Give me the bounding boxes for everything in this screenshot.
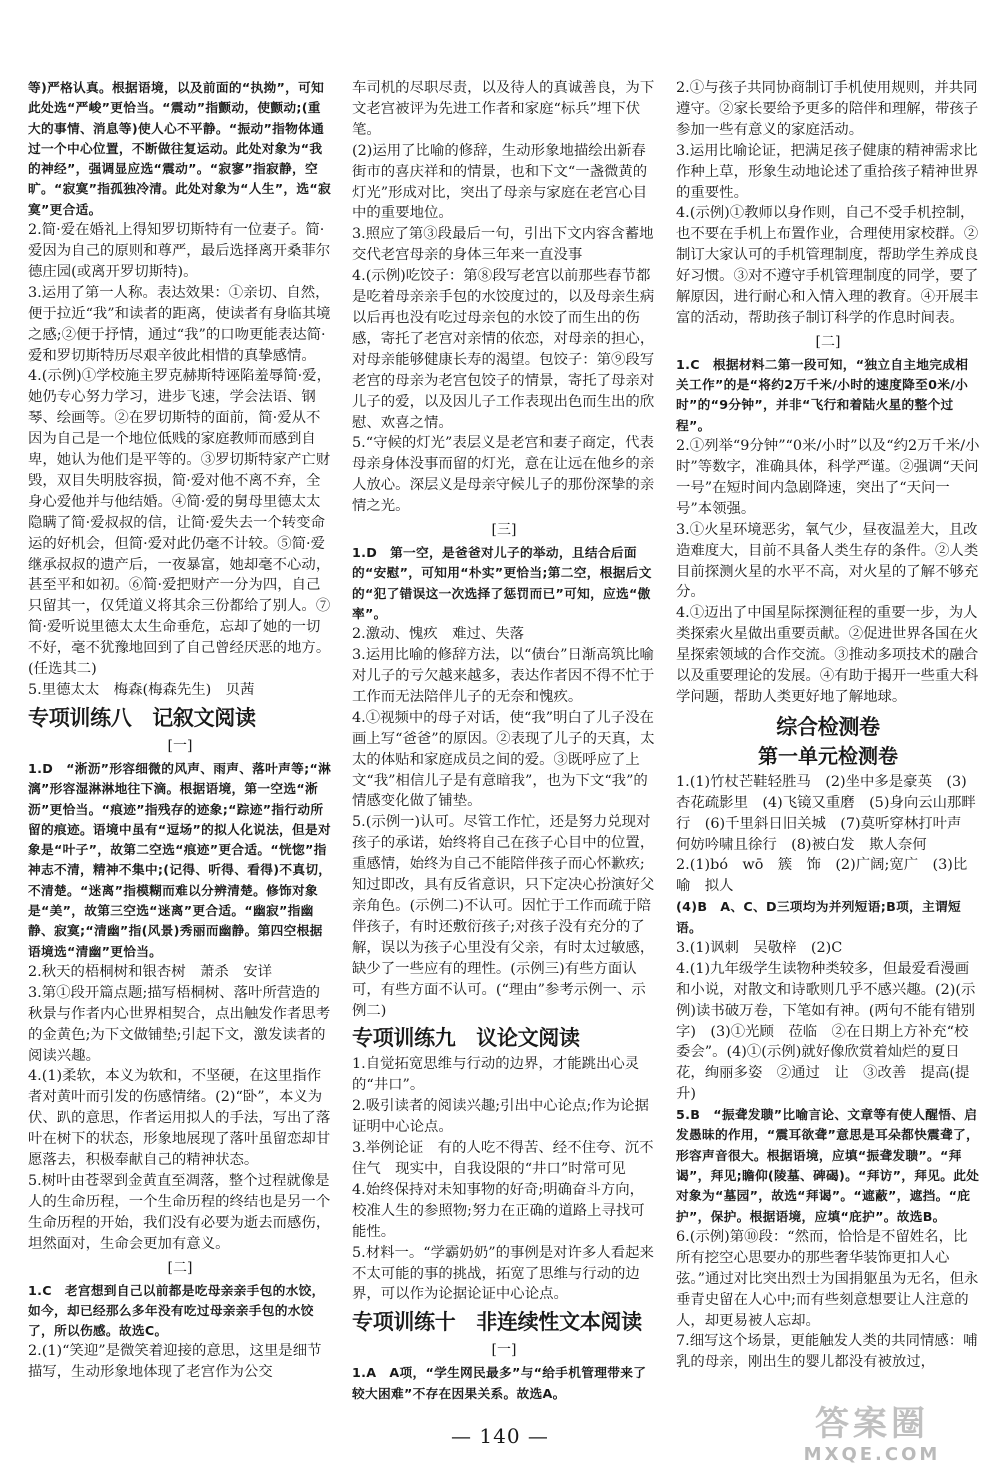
section-heading: 专项训练九 议论文阅读	[352, 1026, 580, 1051]
answer-item: 车司机的尽职尽责，以及待人的真诚善良，为下文老宫被评为先进工作者和家庭“标兵”埋下伏笔。	[352, 80, 655, 138]
section-heading: 综合检测卷	[776, 714, 880, 739]
answer-item: 5.材料一。“学霸奶奶”的事例是对许多人看起来不太可能的事的挑战，拓宽了思维与行动的边界，可以作为论据论证中心论点。	[352, 1244, 654, 1303]
answer-item: 3.①火星环境恶劣，氧气少，昼夜温差大，且改造难度大，目前不具备人类生存的条件。②人类目前探测火星的水平不高，对火星的了解不够充分。	[676, 521, 979, 601]
answer-item: 1.(1)竹杖芒鞋轻胜马 (2)坐中多是豪英 (3)杏花疏影里 (4)飞镜又重磨 (5)身向云山那畔行 (6)千里斜日旧关城 (7)莫听穿林打叶声 何妨吟啸且徐行 (8)被白发 欺人奈何	[676, 773, 976, 853]
answer-item: 4.(示例)吃饺子：第⑧段写老宫以前那些春节都是吃着母亲亲手包的水饺度过的，以及母亲生病以后再也没有吃过母亲包的水饺了而生出的伤感，寄托了老宫对亲情的依恋，对母亲的担心，对母亲能够健康长寿的渴望。包饺子：第⑨段写老宫的母亲为老宫包饺子的情景，寄托了母亲对儿子的爱，以及因儿子工作表现出色而生出的欣慰、欢喜之情。	[352, 268, 655, 431]
passage-marker: [一]	[167, 737, 193, 754]
answer-item: 2.①列举“9分钟”“0米/小时”以及“约2万千米/小时”等数字，准确具体，科学严谨。②强调“天问一号”在短时间内急剧降速，突出了“天问一号”本领强。	[676, 438, 980, 517]
answer-item: 3.第①段开篇点题;描写梧桐树、落叶所营造的秋景与作者内心世界相契合，点出触发作者思考的金黄色;为下文做铺垫;引起下文，激发读者的阅读兴趣。	[28, 984, 331, 1064]
answer-item: 6.(示例)第⑩段：“然而，恰恰是不留姓名，比所有挖空心思要办的那些奢华装饰更扣人心弦。”通过对比突出烈士为国捐躯虽为无名，但永垂青史留在人心中;而有些刻意想要让人注意的人，却更易被人忘却。	[676, 1228, 979, 1329]
answer-item: 4.始终保持对未知事物的好奇;明确奋斗方向，校准人生的参照物;努力在正确的道路上寻找可能性。	[352, 1181, 645, 1240]
answer-item: 1.D “淅沥”形容细微的风声、雨声、落叶声等;“淋漓”形容湿淋淋地往下滴。根据语境，第一空选“淅沥”更恰当。“痕迹”指残存的迹象;“踪迹”指行动所留的痕迹。语境中虽有“逗场”的拟人化说法，但是对象是“叶子”，故第二空选“痕迹”更合适。“恍惚”指神志不清，精神不集中;(记得、听得、看得)不真切，不清楚。“迷离”指模糊而难以分辨清楚。修饰对象是“美”，故第三空选“迷离”更合适。“幽寂”指幽静、寂寞;“清幽”指(风景)秀丽而幽静。第四空根据语境选“清幽”更恰当。	[28, 760, 332, 959]
answer-item: 5.树叶由苍翠到金黄直至凋落，整个过程就像是人的生命历程，一个生命历程的终结也是另一个生命历程的开始，我们没有必要为逝去而感伤，坦然面对，生命会更加有意义。	[28, 1172, 331, 1252]
answer-item: 等)严格认真。根据语境，以及前面的“执拗”，可知此处选“严峻”更恰当。“震动”指颤动，使颤动;(重大的事情、消息等)使人心不平静。“振动”指物体通过一个中心位置，不断做往复运动。此处对象为“我的神经”，强调显应选“震动”。“寂寥”指寂静，空旷。“寂寞”指孤独冷清。此处对象为“人生”，选“寂寞”更合适。	[28, 80, 331, 217]
answer-item: 2.(1)bó wō 簇 饰 (2)广阔;宽广 (3)比喻 拟人	[676, 857, 968, 895]
answer-item: 3.运用比喻论证，把满足孩子健康的精神需求比作种上草，形象生动地论述了重拾孩子精神世界的重要性。	[676, 142, 979, 201]
answer-item: 5.“守候的灯光”表层义是老宫和妻子商定，代表母亲身体没事而留的灯光，意在让远在他乡的亲人放心。深层义是母亲守候儿子的那份深挚的亲情之光。	[352, 435, 655, 515]
watermark-url: MXQE.COM	[803, 1444, 941, 1465]
watermark-text: 答案圈	[815, 1404, 929, 1444]
column-left	[18, 78, 342, 1388]
answer-item: 2.激动、愧疚 难过、失落	[352, 626, 525, 643]
section-heading: 专项训练十 非连续性文本阅读	[352, 1310, 642, 1335]
section-heading: 专项训练八 记叙文阅读	[28, 705, 256, 730]
answer-item: 3.运用比喻的修辞方法，以“债台”日渐高筑比喻对儿子的亏欠越来越多，表达作者因不得不忙于工作而无法陪伴儿子的无奈和愧疚。	[352, 647, 655, 705]
answer-item: 1.A A项，“学生网民最多”与“给手机管理带来了较大困难”不存在因果关系。故选A。	[352, 1365, 647, 1401]
answer-item: 4.(示例)①教师以身作则，自己不受手机控制，也不要在手机上布置作业，合理使用家校群。②制订大家认可的手机管理制度，帮助学生养成良好习惯。③对不遵守手机管理制度的同学，要了解原因，进行耐心和入情入理的教育。④开展丰富的活动，帮助孩子制订科学的作息时间表。	[676, 205, 979, 326]
answer-item: 2.吸引读者的阅读兴趣;引出中心论点;作为论据证明中心论点。	[352, 1098, 649, 1136]
answer-item: 1.C 根据材料二第一段可知，“独立自主地完成相关工作”的是“将约2万千米/小时的速度降至0米/小时”的“9分钟”，并非“飞行和着陆火星的整个过程”。	[676, 356, 969, 433]
answer-page	[18, 78, 990, 1401]
answer-item: 2.(1)“笑迎”是微笑着迎接的意思，这里是细节描写，生动形象地体现了老宫作为公交	[28, 1343, 322, 1381]
answer-item: (4)B A、C、D三项均为并列短语;B项，主谓短语。	[676, 899, 962, 935]
answer-item: 1.C 老宫想到自己以前都是吃母亲亲手包的水饺，如今，却已经那么多年没有吃过母亲亲手包的水饺了，所以伤感。故选C。	[28, 1282, 325, 1339]
answer-item: 4.①视频中的母子对话，使“我”明白了儿子没在画上写“爸爸”的原因。②表现了儿子的天真，太太的体贴和家庭成员之间的爱。③既呼应了上文“我”相信儿子是有意暗我”，也为下文“我”的情感变化做了铺垫。	[352, 709, 655, 810]
answer-item: 2.简·爱在婚礼上得知罗切斯特有一位妻子。简·爱因为自己的原则和尊严，最后选择离开桑菲尔德庄园(或离开罗切斯特)。	[28, 222, 331, 280]
passage-marker: [二]	[167, 1259, 193, 1276]
answer-item: 1.自觉拓宽思维与行动的边界，才能跳出心灵的“井口”。	[352, 1056, 640, 1094]
answer-item: 4.(1)九年级学生读物种类较多，但最爱看漫画和小说，对散文和诗歌则几乎不感兴趣。(2)(示例)读书破万卷，下笔如有神。(两句不能有错别字) (3)①光顾 莅临 ②在日期上方补充“校委会”。(4)①(示例)就好像欣赏着灿烂的夏日花，绚丽多姿 ②通过 让 ③改善 提高(提升)	[676, 960, 976, 1103]
watermark-logo	[756, 1404, 988, 1466]
answer-item: 1.D 第一空，是爸爸对儿子的举动，且结合后面的“安慰”，可知用“朴实”更恰当;第二空，根据后文的“犯了错误这一次选择了惩罚而已”可知，应选“傲率”。	[352, 545, 652, 621]
answer-item: (2)运用了比喻的修辞，生动形象地描绘出新春街市的喜庆祥和的情景，也和下文“一盏微黄的灯光”形成对比，突出了母亲与家庭在老宫心目中的重要地位。	[352, 142, 648, 222]
answer-item: 4.(示例)①学校施主罗克赫斯特诬陷羞辱简·爱，她仍专心努力学习，进步飞速，学会法语、钢琴、绘画等。②在罗切斯特的面前，简·爱从不因为自己是一个地位低贱的家庭教师而感到自卑，她认为他们是平等的。③罗切斯特家产亡财毁，双目失明肢容损，简·爱对他不离不弃，全身心爱他并与他结婚。④简·爱的舅母里德太太隐瞒了简·爱叔叔的信，让简·爱失去一个转变命运的好机会，但简·爱对此仍毫不计较。⑤简·爱继承叔叔的遗产后，一夜暴富，她却毫不心动，甚至平和如初。⑥简·爱把财产一分为四，自己只留其一，仅凭道义将其余三份都给了别人。⑦简·爱听说里德太太生命垂危，忘却了她的一切不好，毫不犹豫地回到了自己曾经厌恶的地方。(任选其二)	[28, 368, 331, 678]
column-right	[666, 78, 990, 1388]
passage-marker: [三]	[491, 522, 517, 539]
answer-item: 4.(1)柔软，本义为软和，不坚硬，在这里指作者对黄叶而引发的伤感情绪。(2)“卧”，本义为伏、趴的意思，作者运用拟人的手法，写出了落叶在树下的状态，形象地展现了落叶虽留恋却甘愿落去，积极奉献自己的精神状态。	[28, 1068, 331, 1169]
column-middle	[342, 78, 666, 1401]
answer-item: 5.里德太太 梅森(梅森先生) 贝茜	[28, 682, 255, 699]
answer-item: 7.细写这个场景，更能触发人类的共同情感：哺乳的母亲，刚出生的婴儿都没有被放过，	[676, 1333, 978, 1371]
answer-item: 3.运用了第一人称。表达效果：①亲切、自然，便于拉近“我”和读者的距离，使读者有身临其境之感;②便于抒情，通过“我”的口吻更能表达简·爱和罗切斯特历尽艰辛彼此相惜的真挚感情。	[28, 284, 331, 364]
subsection-heading: 第一单元检测卷	[758, 743, 898, 768]
answer-item: 3.照应了第③段最后一句，引出下文内容含蓄地交代老宫母亲的身体三年来一直没事	[352, 226, 654, 264]
answer-item: 5.(示例一)认可。尽管工作忙，还是努力兑现对孩子的承诺，始终将自己在孩子心目中的位置，重感情，始终为自己不能陪伴孩子而心怀歉疚;知过即改，具有反省意识，只下定决心扮演好父亲角色。(示例二)不认可。因忙于工作而疏于陪伴孩子，有时还敷衍孩子;对孩子没有充分的了解，误以为孩子心里没有父亲，有时太过敏感，缺少了一些应有的理性。(示例三)有些方面认可，有些方面不认可。(“理由”参考示例一、示例二)	[352, 814, 655, 1019]
answer-item: 3.(1)讽刺 吴敬梓 (2)C	[676, 939, 843, 956]
answer-item: 5.B “振聋发聩”比喻言论、文章等有使人醒悟、启发愚昧的作用，“震耳欲聋”意思是耳朵都快震聋了，形容声音很大。根据语境，应填“振聋发聩”。“拜谒”，拜见;瞻仰(陵墓、碑碣)。“拜访”，拜见。此处对象为“墓园”，故选“拜谒”。“遮蔽”，遮挡。“庇护”，保护。根据语境，应填“庇护”。故选B。	[676, 1107, 980, 1224]
passage-marker: [二]	[815, 333, 841, 350]
answer-item: 2.秋天的梧桐树和银杏树 萧杀 安详	[28, 963, 272, 980]
answer-item: 3.举例论证 有的人吃不得苦、经不住夸、沉不住气 现实中，自我设限的“井口”时常可见	[352, 1140, 654, 1177]
passage-marker: [一]	[491, 1342, 517, 1359]
answer-item: 4.①迈出了中国星际探测征程的重要一步，为人类探索火星做出重要贡献。②促进世界各国在火星探索领域的合作交流。③推动多项技术的融合以及重要理论的发展。④有助于揭开一些重大科学问题，帮助人类更好地了解地球。	[676, 605, 979, 705]
page-number: — 140 —	[451, 1424, 549, 1448]
answer-item: 2.①与孩子共同协商制订手机使用规则，并共同遵守。②家长要给予更多的陪伴和理解，带孩子参加一些有意义的家庭活动。	[676, 80, 979, 138]
